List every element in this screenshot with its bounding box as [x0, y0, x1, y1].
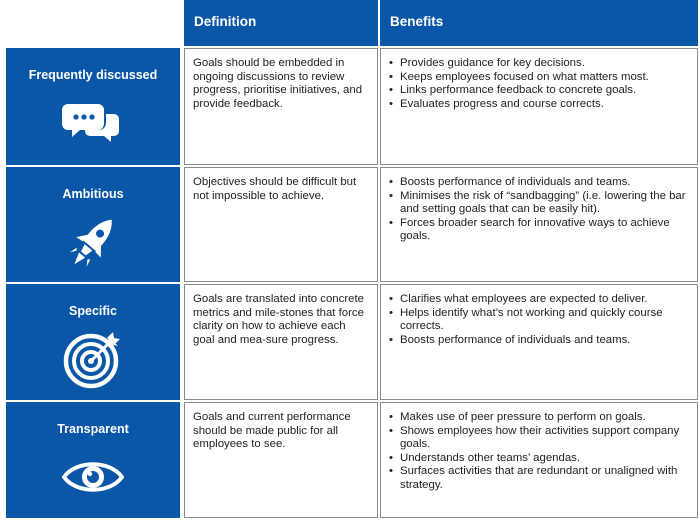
table-row [0, 284, 700, 400]
list-item: • Surfaces activities that are redundant or unaligned with strategy. [389, 465, 678, 491]
benefits-cell [380, 167, 698, 282]
definition-column-header: Definition [184, 0, 378, 46]
definition-text: Goals and current performance should be made public for all employees to see. [193, 411, 351, 451]
definition-cell [184, 402, 378, 518]
benefits-cell [380, 402, 698, 518]
list-item: • Provides guidance for key decisions. [389, 57, 585, 69]
row-label: Specific [69, 304, 117, 318]
row-label-cell [6, 167, 180, 282]
row-label: Ambitious [62, 187, 124, 201]
row-label: Frequently discussed [28, 68, 158, 82]
row-label-cell [6, 284, 180, 400]
target-icon [62, 328, 124, 390]
list-item: • Makes use of peer pressure to perform on goals. [389, 411, 646, 423]
list-item: • Understands other teams’ agendas. [389, 451, 581, 464]
benefits-cell [380, 48, 698, 165]
list-item: • Minimises the risk of “sandbagging” (i.e. lowering the bar and setting goals that can be easily hit). [389, 189, 686, 216]
table-row [0, 48, 700, 165]
definition-cell [184, 48, 378, 165]
list-item: • Links performance feedback to concrete goals. [389, 84, 637, 97]
list-item: • Boosts performance of individuals and teams. [389, 176, 631, 188]
definition-text: Goals are translated into concrete metrics and mile-stones that force clarity on how to achieve each goal and mea-sure progress. [193, 293, 364, 346]
rocket-icon [62, 211, 124, 273]
row-label-cell [6, 402, 180, 518]
row-label: Transparent [57, 422, 129, 436]
list-item: • Evaluates progress and course corrects. [389, 97, 604, 110]
benefits-list [387, 176, 691, 244]
definition-cell [184, 167, 378, 282]
row-label-cell [6, 48, 180, 165]
list-item: • Boosts performance of individuals and teams. [389, 333, 631, 346]
benefits-column-header: Benefits [380, 0, 698, 46]
list-item: • Helps identify what’s not working and quickly course corrects. [389, 306, 663, 333]
definition-text: Goals should be embedded in ongoing discussions to review progress, prioritise initiatives, and provide feedback. [193, 57, 363, 110]
table-row [0, 402, 700, 518]
definition-text: Objectives should be difficult but not impossible to achieve. [193, 176, 357, 202]
definition-cell [184, 284, 378, 400]
list-item: • Forces broader search for innovative ways to achieve goals. [389, 216, 670, 243]
table-row [0, 167, 700, 282]
benefits-list [387, 57, 691, 111]
list-item: • Shows employees how their activities support company goals. [389, 424, 680, 451]
chat-bubbles-icon [62, 92, 124, 154]
benefits-list [387, 293, 691, 347]
benefits-cell [380, 284, 698, 400]
benefits-list [387, 411, 691, 493]
list-item: • Clarifies what employees are expected to deliver. [389, 293, 648, 305]
table-header [0, 0, 700, 46]
eye-icon [62, 446, 124, 508]
list-item: • Keeps employees focused on what matters most. [389, 70, 649, 83]
